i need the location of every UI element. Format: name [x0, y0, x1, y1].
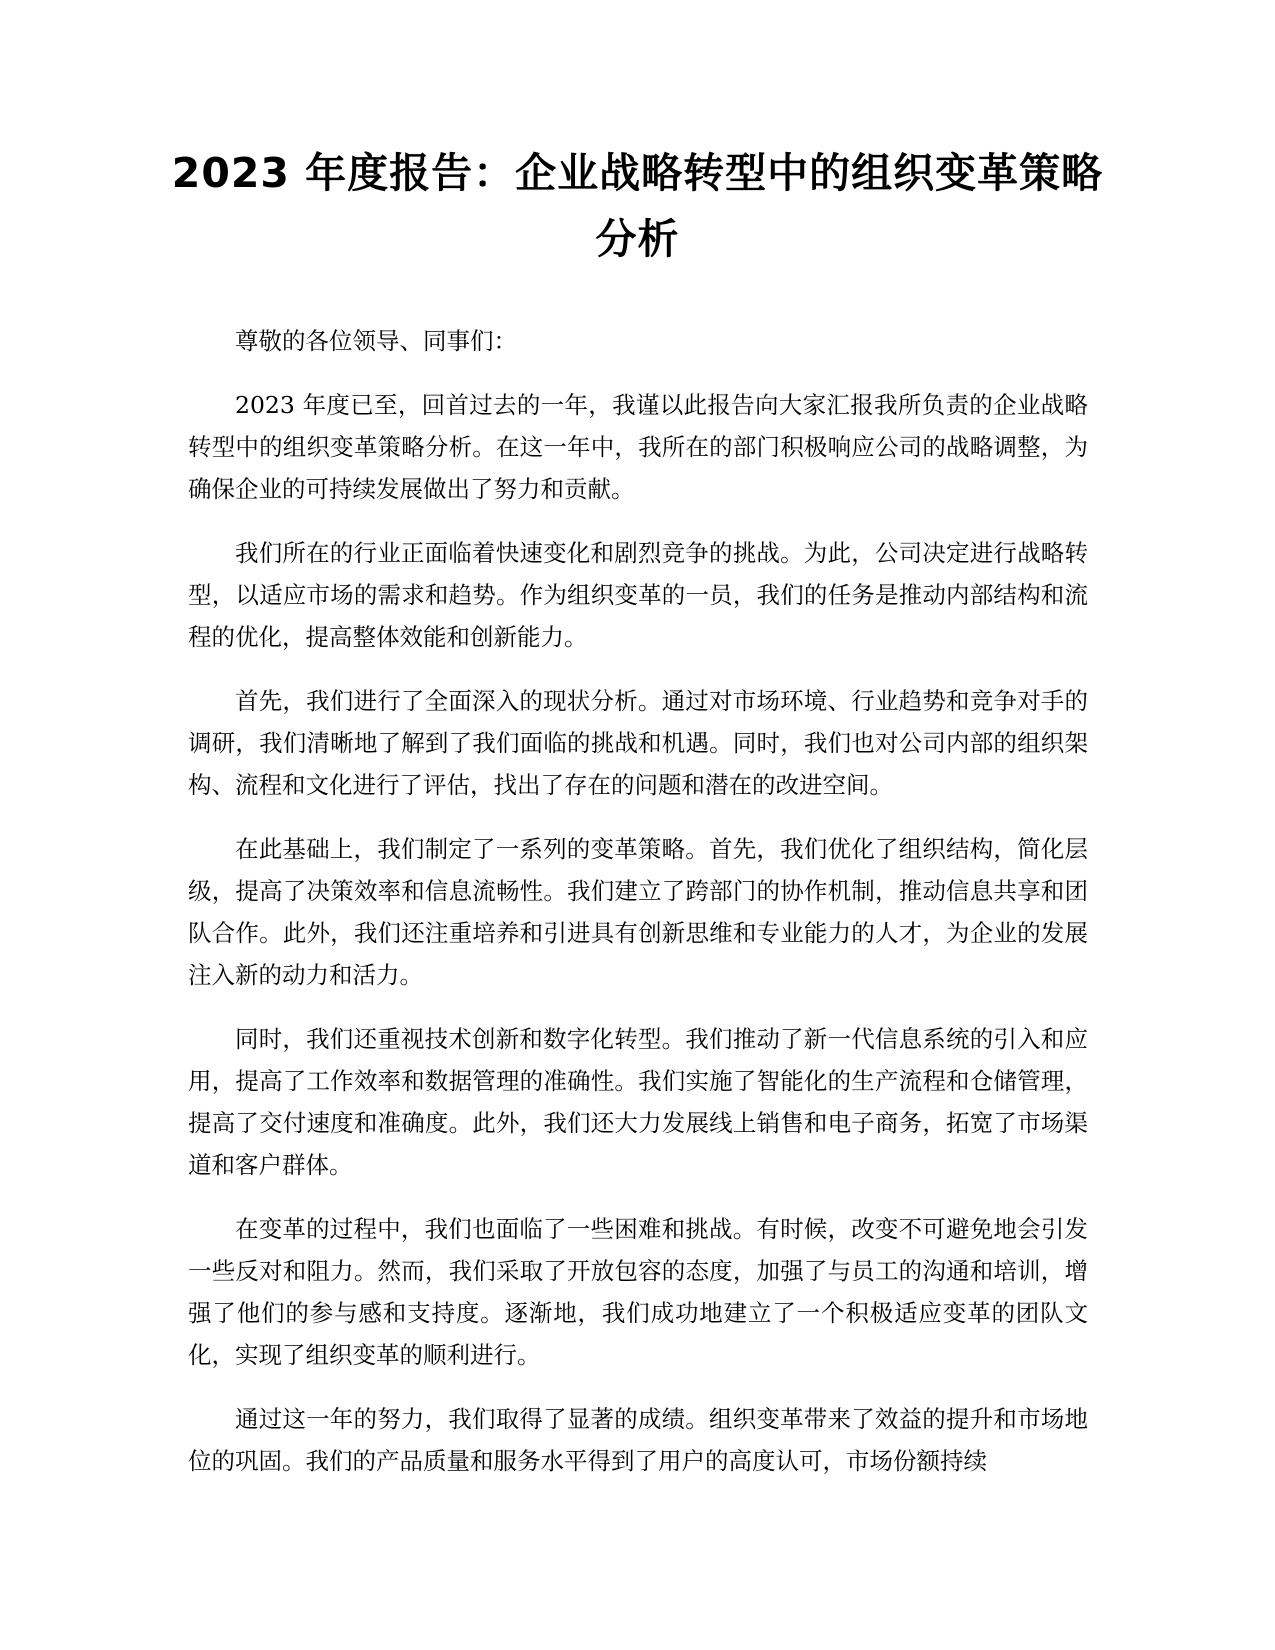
body-paragraph: 2023 年度已至，回首过去的一年，我谨以此报告向大家汇报我所负责的企业战略转型中的组织变革策略分析。在这一年中，我所在的部门积极响应公司的战略调整，为确保企业的可持续发展做出了努力和贡献。 — [188, 391, 1088, 503]
document-body — [188, 320, 1088, 1504]
document-title: 2023 年度报告：企业战略转型中的组织变革策略分析 — [171, 149, 1104, 263]
body-paragraph: 通过这一年的努力，我们取得了显著的成绩。组织变革带来了效益的提升和市场地位的巩固。我们的产品质量和服务水平得到了用户的高度认可，市场份额持续 — [188, 1405, 1088, 1475]
body-paragraph: 首先，我们进行了全面深入的现状分析。通过对市场环境、行业趋势和竞争对手的调研，我们清晰地了解到了我们面临的挑战和机遇。同时，我们也对公司内部的组织架构、流程和文化进行了评估，找出了存在的问题和潜在的改进空间。 — [188, 687, 1088, 799]
body-paragraph: 我们所在的行业正面临着快速变化和剧烈竞争的挑战。为此，公司决定进行战略转型，以适应市场的需求和趋势。作为组织变革的一员，我们的任务是推动内部结构和流程的优化，提高整体效能和创新能力。 — [188, 539, 1088, 651]
body-paragraph: 在变革的过程中，我们也面临了一些困难和挑战。有时候，改变不可避免地会引发一些反对和阻力。然而，我们采取了开放包容的态度，加强了与员工的沟通和培训，增强了他们的参与感和支持度。逐渐地，我们成功地建立了一个积极适应变革的团队文化，实现了组织变革的顺利进行。 — [188, 1215, 1088, 1369]
salutation: 尊敬的各位领导、同事们： — [235, 327, 517, 355]
body-paragraph: 同时，我们还重视技术创新和数字化转型。我们推动了新一代信息系统的引入和应用，提高了工作效率和数据管理的准确性。我们实施了智能化的生产流程和仓储管理，提高了交付速度和准确度。此外，我们还大力发展线上销售和电子商务，拓宽了市场渠道和客户群体。 — [188, 1025, 1088, 1179]
body-paragraph: 在此基础上，我们制定了一系列的变革策略。首先，我们优化了组织结构，简化层级，提高了决策效率和信息流畅性。我们建立了跨部门的协作机制，推动信息共享和团队合作。此外，我们还注重培养和引进具有创新思维和专业能力的人才，为企业的发展注入新的动力和活力。 — [188, 835, 1088, 989]
